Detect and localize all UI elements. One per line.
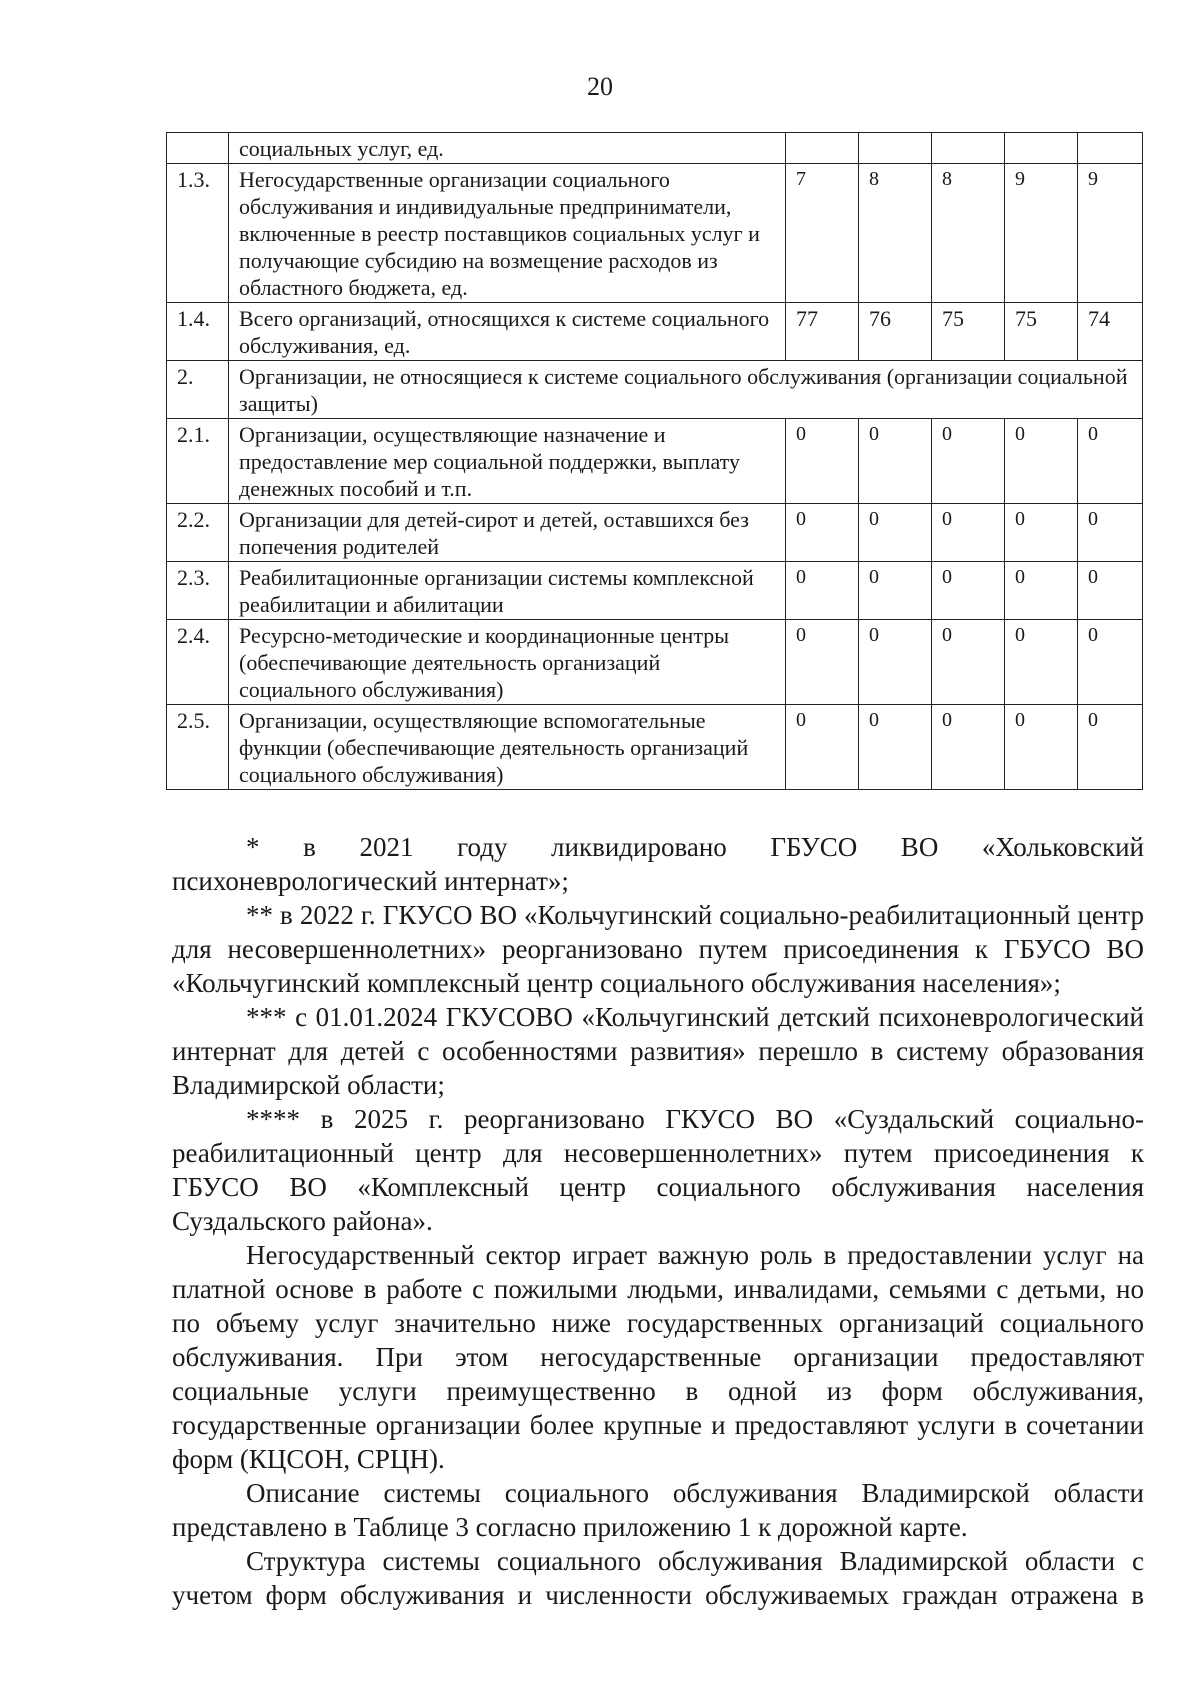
row-value: 0: [1005, 705, 1078, 790]
table-row: [167, 361, 1143, 419]
row-value: 0: [1078, 562, 1143, 620]
table-row: [167, 705, 1143, 790]
row-value: 0: [859, 562, 932, 620]
row-value: 0: [1078, 705, 1143, 790]
row-name: Негосударственные организации социального обслуживания и индивидуальные предприниматели, включенные в реестр поставщиков социальных услуг и получающие субсидию на возмещение расходов из областного бюджета, ед.: [229, 164, 786, 303]
row-value: 0: [1078, 419, 1143, 504]
footnote-2: ** в 2022 г. ГКУСО ВО «Кольчугинский социально-реабилитационный центр для несовершеннолетних» реорганизовано путем присоединения к ГБУСО ВО «Кольчугинский комплексный центр социального обслуживания населения»;: [172, 900, 1144, 998]
footnote-3: *** с 01.01.2024 ГКУСОВО «Кольчугинский детский психоневрологический интернат для детей с особенностями развития» перешло в систему образования Владимирской области;: [172, 1002, 1144, 1100]
row-value: 0: [786, 419, 859, 504]
row-number: 2.3.: [167, 562, 229, 620]
footnote-1: * в 2021 году ликвидировано ГБУСО ВО «Хольковский психоневрологический интернат»;: [172, 832, 1144, 896]
row-value: 0: [859, 419, 932, 504]
row-name: социальных услуг, ед.: [229, 133, 786, 164]
row-value: 75: [932, 303, 1005, 361]
row-number: 2.: [167, 361, 229, 419]
row-name: Реабилитационные организации системы комплексной реабилитации и абилитации: [229, 562, 786, 620]
row-value: 0: [859, 504, 932, 562]
row-number: 1.3.: [167, 164, 229, 303]
row-name: Организации, не относящиеся к системе социального обслуживания (организации социальной защиты): [229, 361, 1143, 419]
table-row: [167, 419, 1143, 504]
row-value: 0: [859, 705, 932, 790]
row-number: 2.4.: [167, 620, 229, 705]
row-value: 0: [786, 705, 859, 790]
row-name: Организации для детей-сирот и детей, оставшихся без попечения родителей: [229, 504, 786, 562]
row-value: 8: [859, 164, 932, 303]
row-value: 75: [1005, 303, 1078, 361]
row-value: [859, 133, 932, 164]
page-number: 20: [587, 72, 613, 101]
row-value: 77: [786, 303, 859, 361]
row-value: 9: [1005, 164, 1078, 303]
row-value: 76: [859, 303, 932, 361]
row-value: 8: [932, 164, 1005, 303]
row-value: 0: [932, 419, 1005, 504]
paragraph: Описание системы социального обслуживания Владимирской области представлено в Таблице 3 согласно приложению 1 к дорожной карте.: [172, 1478, 1144, 1542]
row-value: 0: [859, 620, 932, 705]
paragraph: Негосударственный сектор играет важную роль в предоставлении услуг на платной основе в работе с пожилыми людьми, инвалидами, семьями с детьми, но по объему услуг значительно ниже государственных организаций социального обслуживания. При этом негосударственные организации предоставляют социальные услуги преимущественно в одной из форм обслуживания, государственные организации более крупные и предоставляют услуги в сочетании форм (КЦСОН, СРЦН).: [172, 1240, 1144, 1474]
table-row: [167, 504, 1143, 562]
body-text: [172, 830, 1144, 1612]
row-value: 0: [1005, 620, 1078, 705]
row-number: 2.5.: [167, 705, 229, 790]
row-name: Организации, осуществляющие вспомогательные функции (обеспечивающие деятельность организаций социального обслуживания): [229, 705, 786, 790]
row-value: 0: [932, 620, 1005, 705]
row-number: 2.2.: [167, 504, 229, 562]
organizations-table: [166, 132, 1143, 790]
row-value: 0: [1078, 620, 1143, 705]
row-number: 2.1.: [167, 419, 229, 504]
row-value: 9: [1078, 164, 1143, 303]
row-value: 0: [1005, 504, 1078, 562]
row-value: 74: [1078, 303, 1143, 361]
row-value: 0: [932, 562, 1005, 620]
row-value: 0: [932, 504, 1005, 562]
table-row: [167, 164, 1143, 303]
row-name: Организации, осуществляющие назначение и предоставление мер социальной поддержки, выплату денежных пособий и т.п.: [229, 419, 786, 504]
footnote-4: **** в 2025 г. реорганизовано ГКУСО ВО «Суздальский социально-реабилитационный центр для несовершеннолетних» путем присоединения к ГБУСО ВО «Комплексный центр социального обслуживания населения Суздальского района».: [172, 1104, 1144, 1236]
row-value: 0: [786, 504, 859, 562]
row-name: Всего организаций, относящихся к системе социального обслуживания, ед.: [229, 303, 786, 361]
table-row: [167, 303, 1143, 361]
row-value: [1078, 133, 1143, 164]
row-number: [167, 133, 229, 164]
row-value: 0: [786, 620, 859, 705]
table-row: [167, 133, 1143, 164]
row-number: 1.4.: [167, 303, 229, 361]
row-value: 0: [1005, 562, 1078, 620]
table-row: [167, 620, 1143, 705]
row-value: [932, 133, 1005, 164]
table-row: [167, 562, 1143, 620]
row-name: Ресурсно-методические и координационные центры (обеспечивающие деятельность организаций социального обслуживания): [229, 620, 786, 705]
row-value: 7: [786, 164, 859, 303]
paragraph: Структура системы социального обслуживания Владимирской области с учетом форм обслуживания и численности обслуживаемых граждан отражена в: [172, 1546, 1144, 1610]
row-value: [1005, 133, 1078, 164]
row-value: 0: [932, 705, 1005, 790]
row-value: 0: [1078, 504, 1143, 562]
row-value: 0: [786, 562, 859, 620]
row-value: 0: [1005, 419, 1078, 504]
row-value: [786, 133, 859, 164]
